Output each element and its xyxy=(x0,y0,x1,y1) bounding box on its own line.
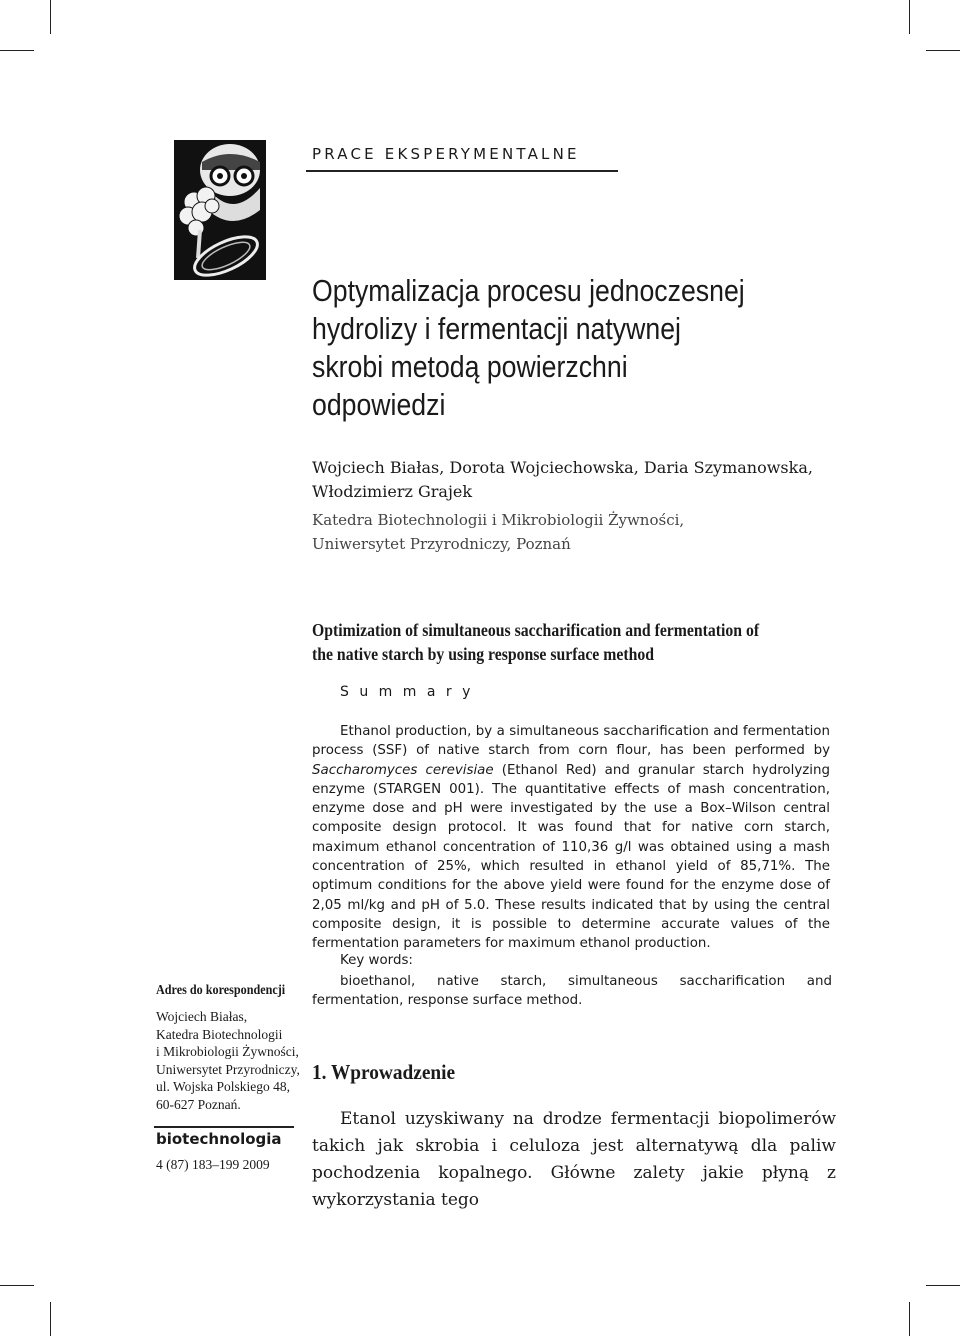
keywords-heading: Key words: xyxy=(340,953,413,968)
crop-mark xyxy=(926,50,960,51)
address-line: i Mikrobiologii Żywności, xyxy=(156,1044,299,1059)
title-line: Optymalizacja procesu jednoczesnej xyxy=(312,273,745,308)
crop-mark xyxy=(50,1302,51,1336)
section-label: PRACE EKSPERYMENTALNE xyxy=(312,145,580,163)
title-line: skrobi metodą powierzchni xyxy=(312,349,628,384)
address-line: Katedra Biotechnologii xyxy=(156,1026,283,1042)
crop-mark xyxy=(0,50,34,51)
address-line: Wojciech Białas, xyxy=(156,1009,248,1024)
authors xyxy=(312,456,852,504)
authors-line: Wojciech Białas, Dorota Wojciechowska, Daria Szymanowska, xyxy=(312,458,813,477)
address-line: 60-627 Poznań. xyxy=(156,1096,241,1112)
journal-divider xyxy=(154,1126,294,1128)
affiliation xyxy=(312,508,852,556)
english-title-line: Optimization of simultaneous saccharification and fermentation of xyxy=(312,620,760,640)
summary-text: (Ethanol Red) and granular starch hydrolyzing enzyme (STARGEN 001). The quantitative effects of mash concentration, enzyme dose and pH were investigated by the use a Box–Wilson central composite design protocol. It was found that for native corn starch, maximum ethanol concentration of 110,36 g/l was obtained using a mash concentration of 25%, which resulted in ethanol yield of 85,71%. The optimum conditions for the above yield were found for the enzyme dose of 2,05 ml/kg and pH of 5.0. These results indicated that by using the central composite design, it is possible to determine accurate values of the fermentation parameters for maximum ethanol production. xyxy=(312,762,830,952)
section-divider xyxy=(306,170,618,172)
english-title-line: the native starch by using response surface method xyxy=(312,644,654,664)
intro-paragraph: Etanol uzyskiwany na drodze fermentacji biopolimerów takich jak skrobia i celuloza jest alternatywą dla paliw pochodzenia kopalnego. Główne zalety jakie płyną z wykorzystania tego xyxy=(312,1109,836,1210)
address-line: ul. Wojska Polskiego 48, xyxy=(156,1079,291,1094)
title-line: hydrolizy i fermentacji natywnej xyxy=(312,311,681,346)
crop-mark xyxy=(909,0,910,34)
scientist-illustration xyxy=(174,140,266,280)
affiliation-line: Katedra Biotechnologii i Mikrobiologii Żywności, xyxy=(312,511,685,529)
crop-mark xyxy=(909,1302,910,1336)
crop-mark xyxy=(926,1285,960,1286)
correspondence-heading: Adres do korespondencji xyxy=(156,982,286,997)
address-line: Uniwersytet Przyrodniczy, xyxy=(156,1061,300,1077)
crop-mark xyxy=(0,1285,34,1286)
journal-name: biotechnologia xyxy=(156,1130,282,1148)
english-title xyxy=(312,618,834,666)
intro-heading: 1. Wprowadzenie xyxy=(312,1060,456,1084)
title-line: odpowiedzi xyxy=(312,387,446,422)
intro-text xyxy=(312,1106,836,1214)
summary-heading: S u m m a r y xyxy=(340,684,474,700)
journal-issue: 4 (87) 183–199 2009 xyxy=(156,1157,270,1172)
authors-line: Włodzimierz Grajek xyxy=(312,482,473,501)
crop-mark xyxy=(50,0,51,34)
keywords-text: bioethanol, native starch, simultaneous saccharification and fermentation, response surface method. xyxy=(312,974,832,1009)
article-title xyxy=(312,272,794,424)
summary-text: Ethanol production, by a simultaneous saccharification and fermentation process (SSF) of native starch from corn flour, has been performed by xyxy=(312,724,830,759)
correspondence-address xyxy=(156,1008,300,1113)
summary-abstract xyxy=(312,722,830,954)
organism-name: Saccharomyces cerevisiae xyxy=(312,762,494,778)
affiliation-line: Uniwersytet Przyrodniczy, Poznań xyxy=(312,535,571,553)
